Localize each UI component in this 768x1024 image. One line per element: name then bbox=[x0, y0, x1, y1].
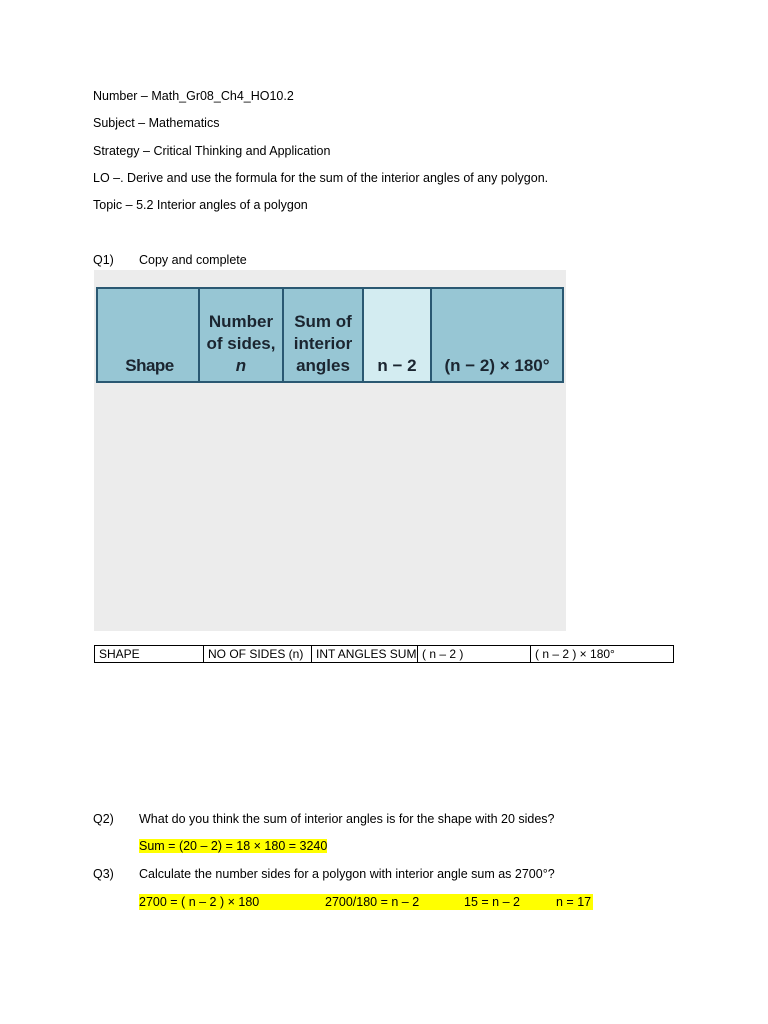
book-header-sum: Sum of interior angles bbox=[283, 288, 363, 382]
q3-answer-part-2: 2700/180 = n – 2 bbox=[325, 895, 420, 909]
q2-answer: Sum = (20 – 2) = 18 × 180 = 3240 bbox=[139, 839, 328, 853]
doc-learning-objective: LO –. Derive and use the formula for the sum of the interior angles of any polygon. bbox=[93, 171, 549, 185]
doc-number: Number – Math_Gr08_Ch4_HO10.2 bbox=[93, 89, 294, 103]
textbook-table bbox=[96, 287, 564, 621]
book-header-shape: Shape bbox=[97, 288, 199, 382]
q2-text: What do you think the sum of interior angles is for the shape with 20 sides? bbox=[139, 812, 555, 826]
q3-answer-part-3: 15 = n – 2 bbox=[464, 895, 520, 909]
answer-header-shape: SHAPE bbox=[95, 646, 204, 663]
q3-number: Q3) bbox=[93, 867, 114, 881]
textbook-table-image bbox=[94, 270, 566, 631]
doc-topic: Topic – 5.2 Interior angles of a polygon bbox=[93, 198, 308, 212]
q3-answer-part-4: n = 17 bbox=[556, 895, 592, 909]
q3-text: Calculate the number sides for a polygon with interior angle sum as 2700°? bbox=[139, 867, 555, 881]
answer-header-n-minus-2: ( n – 2 ) bbox=[418, 646, 531, 663]
answer-header-sides: NO OF SIDES (n) bbox=[204, 646, 312, 663]
book-header-n-minus-2: n − 2 bbox=[363, 288, 431, 382]
book-header-formula: (n − 2) × 180° bbox=[431, 288, 563, 382]
doc-subject: Subject – Mathematics bbox=[93, 116, 220, 130]
answer-header-sum: INT ANGLES SUM bbox=[312, 646, 418, 663]
q3-answer-part-1: 2700 = ( n – 2 ) × 180 bbox=[139, 895, 260, 909]
answer-table bbox=[94, 645, 674, 663]
q2-number: Q2) bbox=[93, 812, 114, 826]
answer-header-formula: ( n – 2 ) × 180° bbox=[531, 646, 674, 663]
q1-text: Copy and complete bbox=[139, 253, 247, 267]
answer-table-header bbox=[95, 646, 674, 663]
q3-answer bbox=[139, 894, 593, 910]
q1-number: Q1) bbox=[93, 253, 114, 267]
book-header-sides: Number of sides, n bbox=[199, 288, 283, 382]
doc-strategy: Strategy – Critical Thinking and Application bbox=[93, 144, 331, 158]
